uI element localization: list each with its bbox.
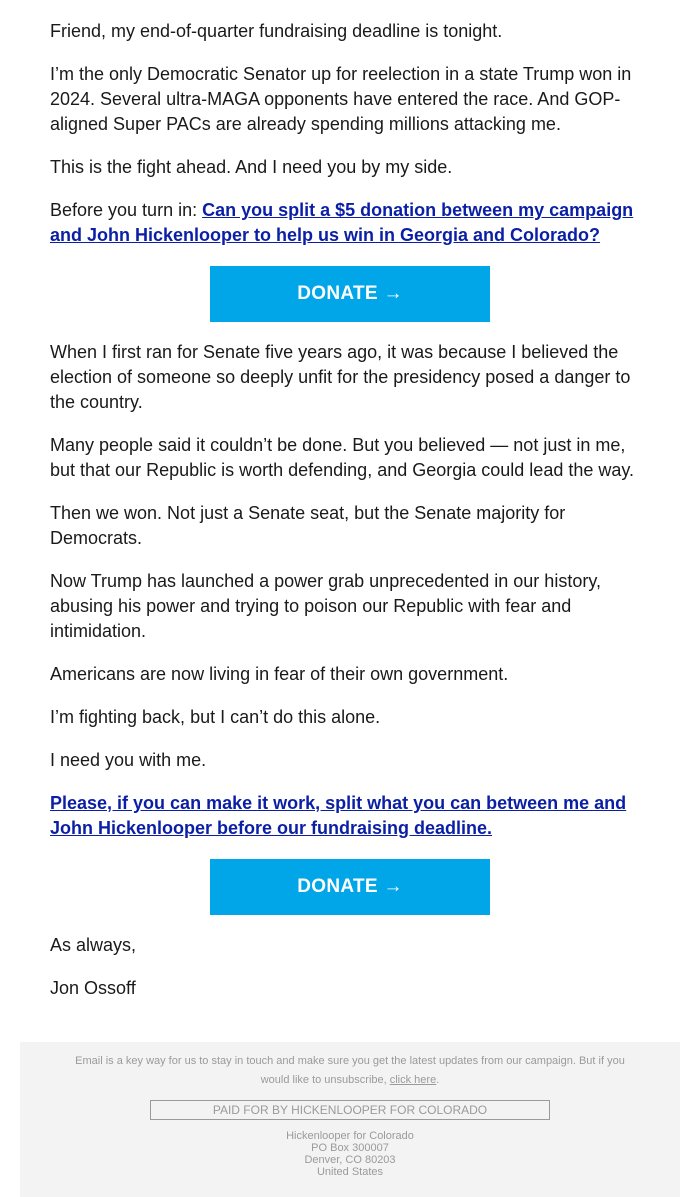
need-you-paragraph: I need you with me. bbox=[50, 750, 207, 770]
split-ask-paragraph bbox=[50, 791, 650, 841]
unsubscribe-note bbox=[70, 1052, 630, 1090]
address-line: Hickenlooper for Colorado bbox=[286, 1130, 414, 1142]
power-grab-paragraph: Now Trump has launched a power grab unprecedented in our history, abusing his power and trying to poison our Republic with fear and intimidation. bbox=[50, 571, 601, 641]
address-line: PO Box 300007 bbox=[311, 1142, 389, 1154]
signoff: As always, bbox=[50, 935, 137, 955]
first-ran-paragraph: When I first ran for Senate five years ago, it was because I believed the election of someone so deeply unfit for the presidency posed a danger to the country. bbox=[50, 342, 631, 412]
won-paragraph: Then we won. Not just a Senate seat, but the Senate majority for Democrats. bbox=[50, 503, 566, 548]
fear-paragraph: Americans are now living in fear of their own government. bbox=[50, 664, 509, 684]
email-footer bbox=[20, 1042, 680, 1197]
unsubscribe-link[interactable]: click here bbox=[389, 1074, 437, 1086]
reelection-paragraph: I’m the only Democratic Senator up for reelection in a state Trump won in 2024. Several ultra-MAGA opponents have entered the race. And GOP-aligned Super PACs are already spending millions attacking me. bbox=[50, 64, 632, 134]
split-donation-link[interactable]: Can you split a $5 donation between my campaign and John Hickenlooper to help us win in Georgia and Colorado? bbox=[50, 200, 634, 245]
paid-for-disclaimer: PAID FOR BY HICKENLOOPER FOR COLORADO bbox=[150, 1100, 550, 1120]
donate-button-row-2 bbox=[50, 859, 650, 915]
fight-paragraph: This is the fight ahead. And I need you by my side. bbox=[50, 157, 453, 177]
donate-button-row-1 bbox=[50, 266, 650, 322]
address-line: Denver, CO 80203 bbox=[304, 1154, 396, 1166]
donate-button[interactable]: DONATE → bbox=[210, 266, 490, 322]
unsubscribe-note-end: . bbox=[436, 1074, 440, 1086]
greeting-paragraph: Friend, my end-of-quarter fundraising deadline is tonight. bbox=[50, 21, 503, 41]
donate-button[interactable]: DONATE → bbox=[210, 859, 490, 915]
email-body bbox=[50, 19, 650, 1019]
ask-paragraph bbox=[50, 198, 650, 248]
mailing-address bbox=[20, 1130, 680, 1178]
address-line: United States bbox=[316, 1166, 384, 1178]
ask-prefix: Before you turn in: bbox=[50, 200, 203, 220]
unsubscribe-note-text: Email is a key way for us to stay in touch and make sure you get the latest updates from our campaign. But if you would like to unsubscribe, bbox=[75, 1055, 625, 1086]
fighting-back-paragraph: I’m fighting back, but I can’t do this alone. bbox=[50, 707, 381, 727]
split-deadline-link[interactable]: Please, if you can make it work, split what you can between me and John Hickenlooper before our fundraising deadline. bbox=[50, 793, 627, 838]
believed-paragraph: Many people said it couldn’t be done. But you believed — not just in me, but that our Republic is worth defending, and Georgia could lead the way. bbox=[50, 435, 635, 480]
signature: Jon Ossoff bbox=[50, 978, 136, 998]
